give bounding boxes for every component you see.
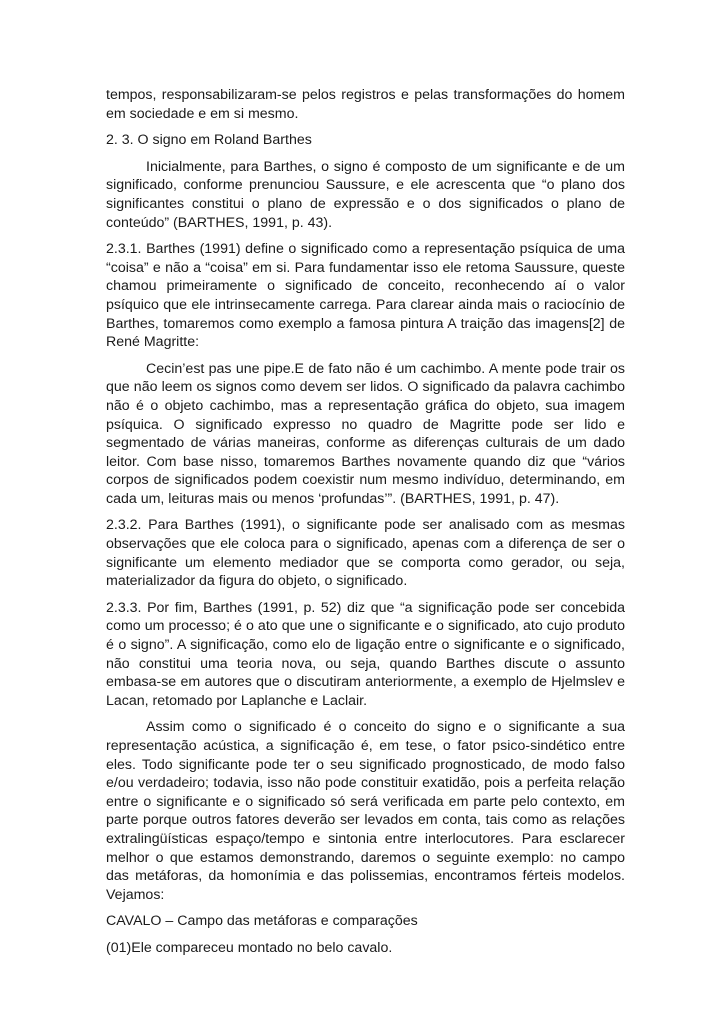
- paragraph-intro: Inicialmente, para Barthes, o signo é composto de um significante e de um significado, conforme prenunciou Saussure, e ele acrescenta que “o plano dos significantes constitui o plano de expressão e o dos significados o plano de conteúdo” (BARTHES, 1991, p. 43).: [106, 158, 625, 231]
- paragraph-2-3-2: 2.3.2. Para Barthes (1991), o significante pode ser analisado com as mesmas observações que ele coloca para o significado, apenas com a diferença de ser o significante um elemento mediador que se comporta como gerador, ou seja, materializador da figura do objeto, o significado.: [106, 517, 625, 590]
- paragraph-continuation: tempos, responsabilizaram-se pelos registros e pelas transformações do homem em sociedade e em si mesmo.: [106, 87, 625, 122]
- example-heading: CAVALO – Campo das metáforas e comparações: [106, 913, 418, 930]
- paragraph-magritte: Cecin’est pas une pipe.E de fato não é um cachimbo. A mente pode trair os que não leem os signos como devem ser lidos. O significado da palavra cachimbo não é o objeto cachimbo, mas a representação gráfica do objeto, sua imagem psíquica. O significado expresso no quadro de Magritte pode ser lido e segmentado de várias maneiras, conforme as diferenças culturais de um dado leitor. Com base nisso, tomaremos Barthes novamente quando diz que “vários corpos de significados podem coexistir num mesmo indivíduo, determinando, em cada um, leituras mais ou menos ‘profundas’”. (BARTHES, 1991, p. 47).: [106, 360, 625, 507]
- paragraph-significacao: Assim como o significado é o conceito do signo e o significante a sua representação acústica, a significação é, em tese, o fator psico-sindético entre eles. Todo significante pode ter o seu significado prognosticado, de modo falso e/ou verdadeiro; todavia, isso não pode constituir exatidão, pois a perfeita relação entre o significante e o significado só será verificada em parte pelo contexto, em parte porque outros fatores deverão ser levados em conta, tais como as relações extralingüísticas espaço/tempo e sintonia entre interlocutores. Para esclarecer melhor o que estamos demonstrando, daremos o seguinte exemplo: no campo das metáforas, da homonímia e das polissemias, encontramos férteis modelos. Vejamos:: [106, 719, 625, 903]
- paragraph-2-3-3: 2.3.3. Por fim, Barthes (1991, p. 52) diz que “a significação pode ser concebida como um processo; é o ato que une o significante e o significado, ato cujo produto é o signo”. A significação, como elo de ligação entre o significante e o significado, não constitui uma teoria nova, ou seja, quando Barthes discute o assunto embasa-se em autores que o discutiram anteriormente, a exemplo de Hjelmslev e Lacan, retomado por Laplanche e Laclair.: [106, 599, 625, 709]
- example-item: (01)Ele compareceu montado no belo cavalo.: [106, 939, 393, 956]
- document-body: [106, 86, 625, 966]
- paragraph-2-3-1: 2.3.1. Barthes (1991) define o significado como a representação psíquica de uma “coisa” e não a “coisa” em si. Para fundamentar isso ele retoma Saussure, queste chamou primeiramente o significado de conceito, reconhecendo aí o valor psíquico que ele intrinsecamente carrega. Para clarear ainda mais o raciocínio de Barthes, tomaremos como exemplo a famosa pintura A traição das imagens[2] de René Magritte:: [106, 241, 625, 351]
- section-heading: 2. 3. O signo em Roland Barthes: [106, 132, 312, 149]
